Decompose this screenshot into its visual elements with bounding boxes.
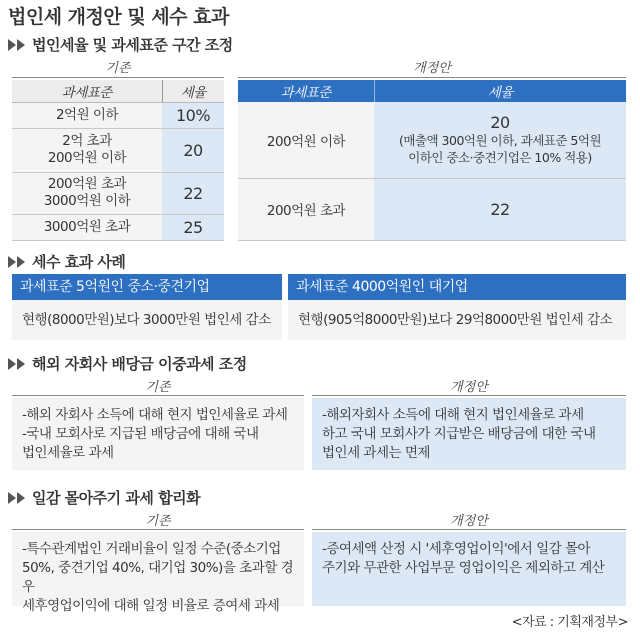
double-arrow-icon (8, 256, 26, 268)
section3-current-caption: 기존 (145, 380, 171, 395)
rate-cell: 20 (162, 128, 224, 172)
header-bracket: 과세표준 (238, 80, 374, 102)
rate-cell: 25 (162, 214, 224, 240)
divider (312, 395, 626, 396)
bracket-cell: 200억원 초과 3000억원 이하 (12, 172, 162, 214)
section2-heading: 세수 효과 사례 (8, 251, 125, 272)
case-sme-body: 현행(8000만원)보다 3000만원 법인세 감소 (12, 300, 282, 340)
rate-cell: 20 (매출액 300억원 이하, 과세표준 5억원 이하인 중소·중견기업은 10% 적용) (374, 102, 626, 178)
section4-proposed-body: -증여세액 산정 시 '세후영업이익'에서 일감 몰아 주기와 무관한 사업부문 영업이익은 제외하고 계산 (312, 532, 626, 606)
divider (12, 395, 304, 396)
section4-current-body: -특수관계법인 거래비율이 일정 수준(중소기업 50%, 중견기업 40%, 대기업 30%)을 초과할 경우 세후영업이익에 대해 일정 비율로 증여세 과세 (12, 532, 304, 606)
bracket-cell: 200억원 이하 (238, 102, 374, 178)
case-large-body: 현행(905억8000만원)보다 29억8000만원 법인세 감소 (288, 300, 626, 340)
case-large-title: 과세표준 4000억원인 대기업 (288, 274, 626, 300)
section1-current-caption: 기존 (105, 61, 131, 76)
section4-proposed-caption: 개정안 (450, 514, 488, 529)
section4-heading: 일감 몰아주기 과세 합리화 (8, 487, 200, 508)
header-bracket: 과세표준 (12, 80, 162, 102)
rate-cell: 22 (162, 172, 224, 214)
bracket-cell: 2억원 이하 (12, 102, 162, 128)
section3-heading: 해외 자회사 배당금 이중과세 조정 (8, 353, 247, 374)
section1-heading: 법인세율 및 과세표준 구간 조정 (8, 34, 233, 55)
header-rate: 세율 (162, 80, 224, 102)
current-rate-table (12, 80, 224, 241)
section1-proposed-caption: 개정안 (413, 61, 451, 76)
divider (312, 529, 626, 530)
section3-proposed-body: -해외자회사 소득에 대해 현지 법인세율로 과세 하고 국내 모회사가 지급받은 배당금에 대한 국내 법인세 과세는 면제 (312, 398, 626, 470)
rate-cell: 10% (162, 102, 224, 128)
header-rate: 세율 (374, 80, 626, 102)
rate-cell: 22 (374, 178, 626, 240)
divider (12, 77, 224, 78)
case-sme-title: 과세표준 5억원인 중소·중견기업 (12, 274, 282, 300)
section3-current-body: -해외 자회사 소득에 대해 현지 법인세율로 과세 -국내 모회사로 지급된 배당금에 대해 국내 법인세율로 과세 (12, 398, 304, 470)
section3-proposed-caption: 개정안 (450, 380, 488, 395)
divider (12, 529, 304, 530)
bracket-cell: 2억 초과 200억원 이하 (12, 128, 162, 172)
double-arrow-icon (8, 492, 26, 504)
bracket-cell: 3000억원 초과 (12, 214, 162, 240)
divider (238, 77, 626, 78)
page-title: 법인세 개정안 및 세수 효과 (8, 6, 229, 28)
double-arrow-icon (8, 39, 26, 51)
bracket-cell: 200억원 초과 (238, 178, 374, 240)
proposed-rate-table (238, 80, 626, 241)
section4-current-caption: 기존 (145, 514, 171, 529)
double-arrow-icon (8, 358, 26, 370)
source-note: <자료 : 기획재정부> (511, 615, 628, 630)
